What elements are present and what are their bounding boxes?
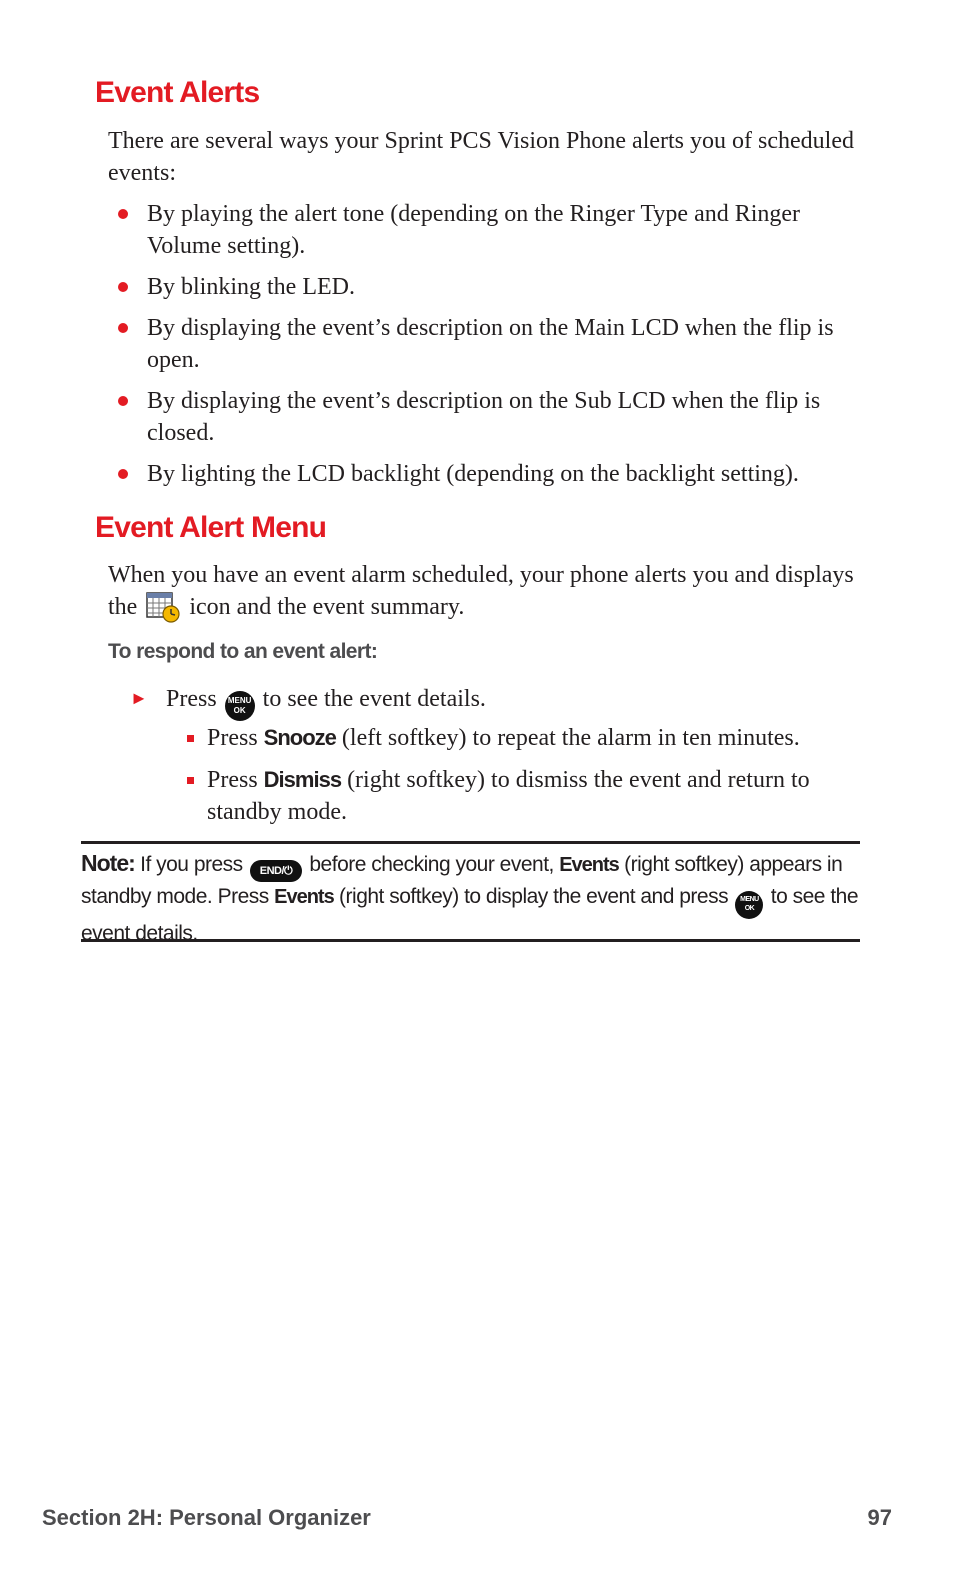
dismiss-softkey-label: Dismiss (263, 767, 342, 792)
square-bullet-icon (187, 777, 194, 784)
bullet-dot-icon (118, 469, 128, 479)
list-item: By displaying the event’s description on the Main LCD when the flip is open. (108, 312, 868, 376)
events-softkey-label: Events (274, 886, 334, 908)
menu-ok-key-icon: MENU OK (225, 691, 255, 721)
step-arrow-icon: ► (130, 688, 148, 708)
square-bullet-icon (187, 735, 194, 742)
list-item: Press Dismiss (right softkey) to dismiss the event and return to standby mode. (185, 764, 875, 828)
alert-options-list (185, 722, 875, 838)
events-softkey-label: Events (559, 854, 619, 876)
snooze-softkey-label: Snooze (263, 725, 336, 750)
list-item: By playing the alert tone (depending on the Ringer Type and Ringer Volume setting). (108, 198, 868, 262)
list-item: Press Snooze (left softkey) to repeat the alarm in ten minutes. (185, 722, 875, 754)
step-press-menu: ► Press MENU OK to see the event details. (130, 682, 870, 721)
bullet-dot-icon (118, 209, 128, 219)
section-heading-event-alerts: Event Alerts (95, 76, 260, 109)
note-text: Note: If you press END/⏻ before checking your event, Events (right softkey) appears in standby mode. Press Events (right softkey) to display the event and press MENU OK to see the event details. (81, 850, 859, 945)
bullet-dot-icon (118, 396, 128, 406)
bullet-dot-icon (118, 323, 128, 333)
end-power-key-icon: END/⏻ (250, 860, 302, 882)
note-box (81, 841, 860, 945)
event-alarm-icon (146, 591, 180, 632)
section-heading-event-alert-menu: Event Alert Menu (95, 511, 327, 544)
menu-ok-key-icon: MENU OK (735, 891, 763, 919)
event-alert-menu-intro: When you have an event alarm scheduled, your phone alerts you and displays the icon and the event summary. (108, 559, 868, 632)
list-item: By displaying the event’s description on the Sub LCD when the flip is closed. (108, 385, 868, 449)
list-item: By lighting the LCD backlight (depending on the backlight setting). (108, 458, 868, 490)
procedure-subheading: To respond to an event alert: (108, 640, 378, 663)
event-alerts-intro: There are several ways your Sprint PCS Vision Phone alerts you of scheduled events: (108, 128, 854, 186)
event-alerts-list (108, 198, 868, 499)
list-item: By blinking the LED. (108, 271, 868, 303)
bullet-dot-icon (118, 282, 128, 292)
page-number: 97 (867, 1505, 892, 1530)
footer-section-title: Section 2H: Personal Organizer (42, 1505, 371, 1530)
note-label: Note: (81, 850, 135, 876)
